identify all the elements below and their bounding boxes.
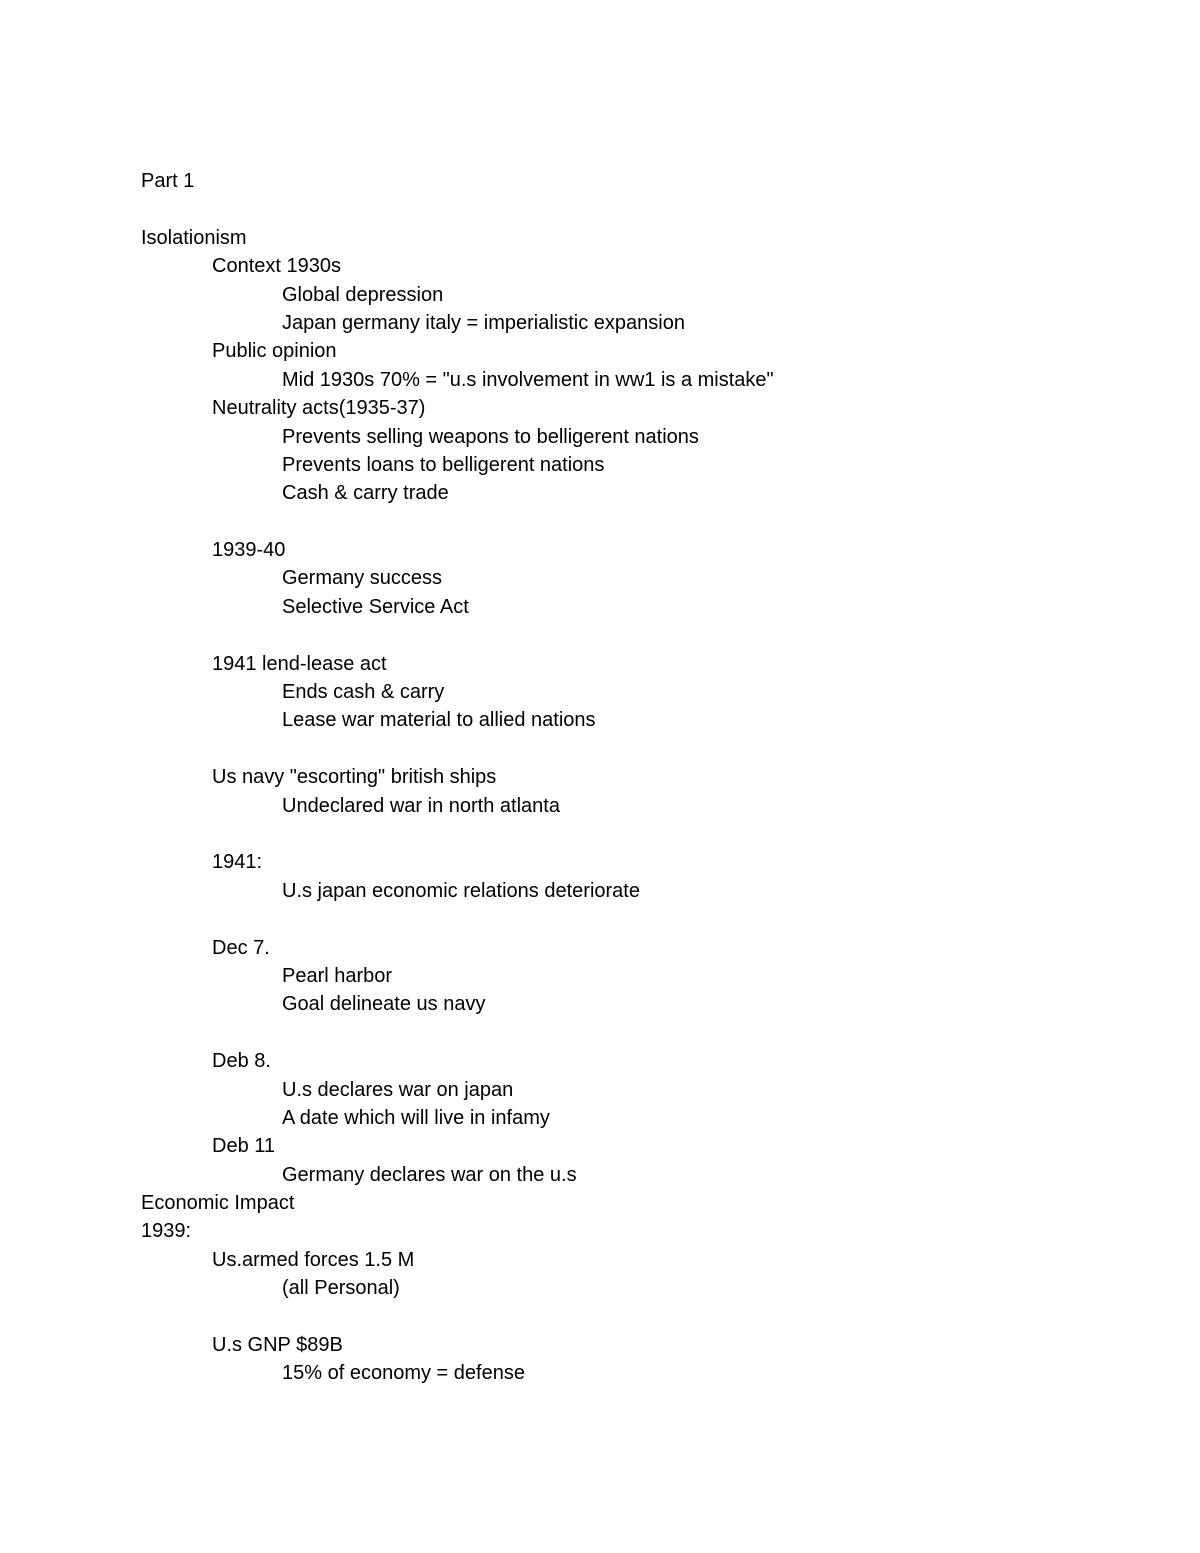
subheading-line: Public opinion: [212, 340, 337, 363]
subheading-line: Deb 8.: [212, 1050, 271, 1073]
heading-line: Economic Impact: [141, 1192, 295, 1215]
subheading-line: Deb 11: [212, 1135, 276, 1158]
subheading-line: Us navy "escorting" british ships: [212, 766, 497, 789]
blank-line: [141, 195, 1121, 223]
detail-line: Japan germany italy = imperialistic expansion: [282, 311, 685, 334]
blank-line: [141, 508, 1121, 536]
detail-line: Lease war material to allied nations: [282, 709, 596, 732]
detail-line: Ends cash & carry: [282, 681, 445, 704]
blank-line: [141, 1303, 1121, 1331]
detail-line: Mid 1930s 70% = "u.s involvement in ww1 is a mistake": [282, 368, 774, 391]
detail-line: Pearl harbor: [282, 964, 393, 987]
subheading-line: 1941 lend-lease act: [212, 652, 387, 675]
detail-line: Prevents loans to belligerent nations: [282, 453, 605, 476]
heading-line: Isolationism: [141, 226, 247, 249]
detail-line: Undeclared war in north atlanta: [282, 794, 560, 817]
subheading-line: Us.armed forces 1.5 M: [212, 1248, 415, 1271]
detail-line: Selective Service Act: [282, 595, 469, 618]
detail-line: Cash & carry trade: [282, 482, 449, 505]
detail-line: U.s japan economic relations deteriorate: [282, 879, 640, 902]
blank-line: [141, 735, 1121, 763]
detail-line: U.s declares war on japan: [282, 1078, 514, 1101]
detail-line: Goal delineate us navy: [282, 993, 486, 1016]
blank-line: [141, 1019, 1121, 1047]
blank-line: [141, 820, 1121, 848]
subheading-line: 1939-40: [212, 539, 286, 562]
detail-line: (all Personal): [282, 1277, 400, 1300]
heading-line: 1939:: [141, 1220, 192, 1243]
detail-line: Global depression: [282, 283, 444, 306]
subheading-line: Dec 7.: [212, 936, 270, 959]
subheading-line: U.s GNP $89B: [212, 1334, 343, 1357]
blank-line: [141, 621, 1121, 649]
blank-line: [141, 905, 1121, 933]
detail-line: 15% of economy = defense: [282, 1362, 525, 1385]
document-body: [141, 167, 1121, 1388]
detail-line: Prevents selling weapons to belligerent nations: [282, 425, 699, 448]
heading-line: Part 1: [141, 170, 195, 192]
subheading-line: Neutrality acts(1935-37): [212, 397, 426, 420]
subheading-line: Context 1930s: [212, 255, 341, 278]
detail-line: A date which will live in infamy: [282, 1106, 550, 1129]
subheading-line: 1941:: [212, 851, 263, 874]
detail-line: Germany declares war on the u.s: [282, 1163, 577, 1186]
detail-line: Germany success: [282, 567, 443, 590]
